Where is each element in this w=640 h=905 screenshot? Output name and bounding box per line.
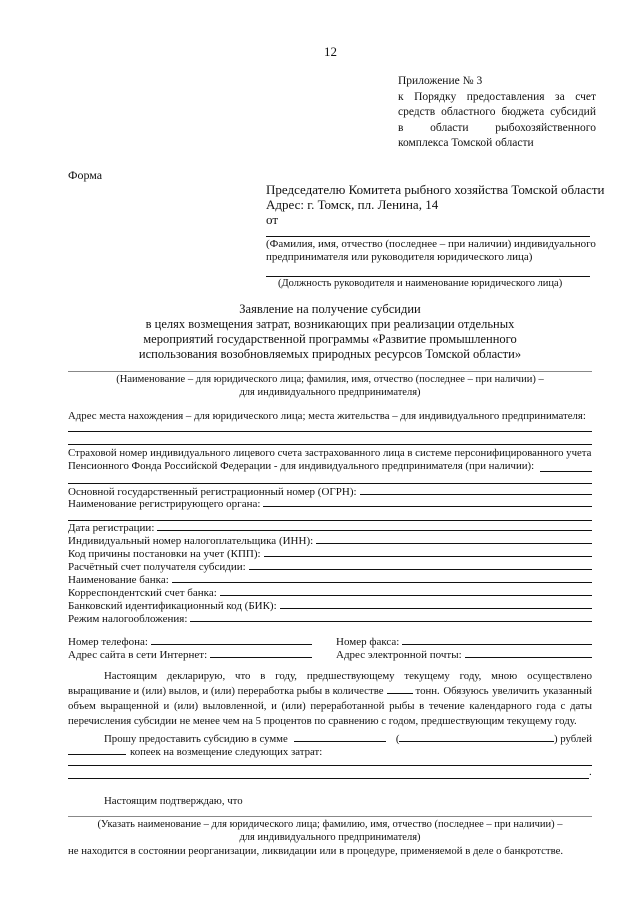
tax-input-line[interactable]: [190, 612, 592, 622]
field-bank[interactable]: [68, 573, 592, 586]
email-input-line[interactable]: [465, 648, 592, 658]
declaration-line: [68, 684, 592, 699]
appendix-block: [398, 74, 596, 152]
fax-input-line[interactable]: [402, 635, 592, 645]
applicant-name-line[interactable]: [266, 236, 590, 237]
address-line[interactable]: [68, 444, 592, 445]
field-account[interactable]: [68, 560, 592, 573]
declaration-text: выращивание и (или) вылов, и (или) переработка рыбы в количестве: [68, 685, 384, 697]
appendix-line: комплекса Томской области: [398, 137, 534, 149]
field-bik[interactable]: [68, 599, 592, 612]
position-line[interactable]: [266, 276, 590, 277]
title-line: Заявление на получение субсидии: [239, 302, 421, 316]
snils-label: Страховой номер индивидуального лицевого счета застрахованного лица в системе персонифицированного учета: [68, 447, 592, 459]
reg-org-input-line[interactable]: [263, 497, 592, 507]
ogrn-label: Основной государственный регистрационный номер (ОГРН):: [68, 486, 357, 498]
hint-line: для индивидуального предпринимателя): [239, 832, 421, 843]
site-input-line[interactable]: [210, 648, 312, 658]
phone-label: Номер телефона:: [68, 636, 148, 648]
title-line: использования возобновляемых природных ресурсов Томской области»: [138, 347, 522, 361]
applicant-name-hint: (Фамилия, имя, отчество (последнее – при наличии) индивидуального: [266, 238, 596, 250]
fish-volume-input-line[interactable]: [387, 692, 413, 694]
confirm-name-line[interactable]: [68, 816, 592, 817]
kopeks-input-line[interactable]: [68, 753, 126, 755]
hint-line: (Указать наименование – для юридического лица; фамилию, имя, отчество (последнее – при наличии) –: [97, 819, 563, 830]
hint-line: (Наименование – для юридического лица; фамилия, имя, отчество (последнее – при наличии) –: [116, 374, 544, 385]
request-text: ) рублей: [554, 733, 592, 745]
hint-line: для индивидуального предпринимателя): [239, 387, 421, 398]
snils-label: Пенсионного Фонда Российской Федерации - для индивидуального предпринимателя (при наличии):: [68, 460, 535, 472]
snils-line[interactable]: [68, 483, 592, 484]
field-reg-org[interactable]: [68, 497, 592, 510]
amount-input-line[interactable]: [294, 740, 386, 742]
address-line[interactable]: [68, 431, 592, 432]
reg-org-label: Наименование регистрирующего органа:: [68, 498, 261, 510]
declaration-paragraph: [68, 669, 592, 729]
appendix-line: в области рыбохозяйственного: [398, 121, 596, 134]
appendix-line: средств областного бюджета субсидий: [398, 106, 596, 118]
form-label: Форма: [68, 168, 103, 182]
address-label: Адрес места нахождения – для юридического лица; места жительства – для индивидуального предпринимателя:: [68, 410, 586, 422]
account-input-line[interactable]: [249, 560, 592, 570]
declaration-text: тонн. Обязуюсь увеличить указанный: [415, 685, 592, 697]
field-tax[interactable]: [68, 612, 592, 625]
snils-input-line[interactable]: [540, 471, 592, 472]
declaration-line: Настоящим декларирую, что в году, предшествующему текущему году, мною осуществлено: [104, 670, 592, 682]
confirm-hint: [68, 818, 592, 844]
title-line: мероприятий государственной программы «Развитие промышленного: [143, 332, 517, 346]
request-text: Прошу предоставить субсидию в сумме: [104, 733, 288, 745]
field-email[interactable]: [336, 648, 592, 661]
addressee-address: Адрес: г. Томск, пл. Ленина, 14: [266, 197, 439, 212]
corr-label: Корреспондентский счет банка:: [68, 587, 217, 599]
site-label: Адрес сайта в сети Интернет:: [68, 649, 208, 661]
bank-input-line[interactable]: [172, 573, 592, 583]
bik-label: Банковский идентификационный код (БИК):: [68, 600, 277, 612]
kpp-input-line[interactable]: [264, 547, 592, 557]
field-corr[interactable]: [68, 586, 592, 599]
ogrn-input-line[interactable]: [360, 485, 592, 495]
declaration-line: перечисления субсидии не менее чем на 5 процентов по сравнению с годом, предшествующим текущему году.: [68, 715, 577, 727]
corr-input-line[interactable]: [220, 586, 592, 596]
request-paren: (: [395, 733, 400, 745]
costs-line[interactable]: [68, 765, 592, 766]
field-fax[interactable]: [336, 635, 592, 648]
page-number: 12: [324, 44, 337, 59]
title-line: в целях возмещения затрат, возникающих при реализации отдельных: [145, 317, 515, 331]
applicant-line[interactable]: [68, 371, 592, 372]
bik-input-line[interactable]: [280, 599, 592, 609]
appendix-line: к Порядку предоставления за счет: [398, 90, 596, 103]
field-site[interactable]: [68, 648, 312, 661]
addressee-line: Председателю Комитета рыбного хозяйства Томской области: [266, 182, 605, 197]
applicant-hint: [68, 373, 592, 399]
costs-line[interactable]: [68, 778, 589, 779]
field-kpp[interactable]: [68, 547, 592, 560]
declaration-line: объем выращенной и (или) выловленной, и (или) переработанной рыбы в течение календарного года с даты: [68, 700, 592, 712]
confirm-last-line: не находится в состоянии реорганизации, ликвидации или в процедуре, применяемой в деле о банкротстве.: [68, 845, 564, 857]
confirm-label: Настоящим подтверждаю, что: [104, 795, 243, 807]
request-text: копеек на возмещение следующих затрат:: [130, 746, 323, 758]
kpp-label: Код причины постановки на учет (КПП):: [68, 548, 261, 560]
inn-label: Индивидуальный номер налогоплательщика (ИНН):: [68, 535, 314, 547]
request-line: [68, 733, 592, 745]
account-label: Расчётный счет получателя субсидии:: [68, 561, 246, 573]
amount-words-input-line[interactable]: [399, 740, 554, 742]
fax-label: Номер факса:: [336, 636, 400, 648]
tax-label: Режим налогообложения:: [68, 613, 188, 625]
addressee-from: от: [266, 212, 279, 227]
position-hint: (Должность руководителя и наименование юридического лица): [278, 278, 563, 289]
field-inn[interactable]: [68, 534, 592, 547]
email-label: Адрес электронной почты:: [336, 649, 462, 661]
inn-input-line[interactable]: [316, 534, 592, 544]
reg-date-input-line[interactable]: [157, 521, 592, 531]
field-reg-date[interactable]: [68, 521, 592, 534]
field-phone[interactable]: [68, 635, 312, 648]
request-line: [68, 746, 322, 758]
end-dot: .: [589, 766, 592, 778]
applicant-name-hint: предпринимателя или руководителя юридического лица): [266, 251, 533, 263]
appendix-line: Приложение № 3: [398, 75, 483, 87]
bank-label: Наименование банка:: [68, 574, 169, 586]
phone-input-line[interactable]: [151, 635, 312, 645]
statement-title: [68, 302, 592, 362]
reg-date-label: Дата регистрации:: [68, 522, 155, 534]
